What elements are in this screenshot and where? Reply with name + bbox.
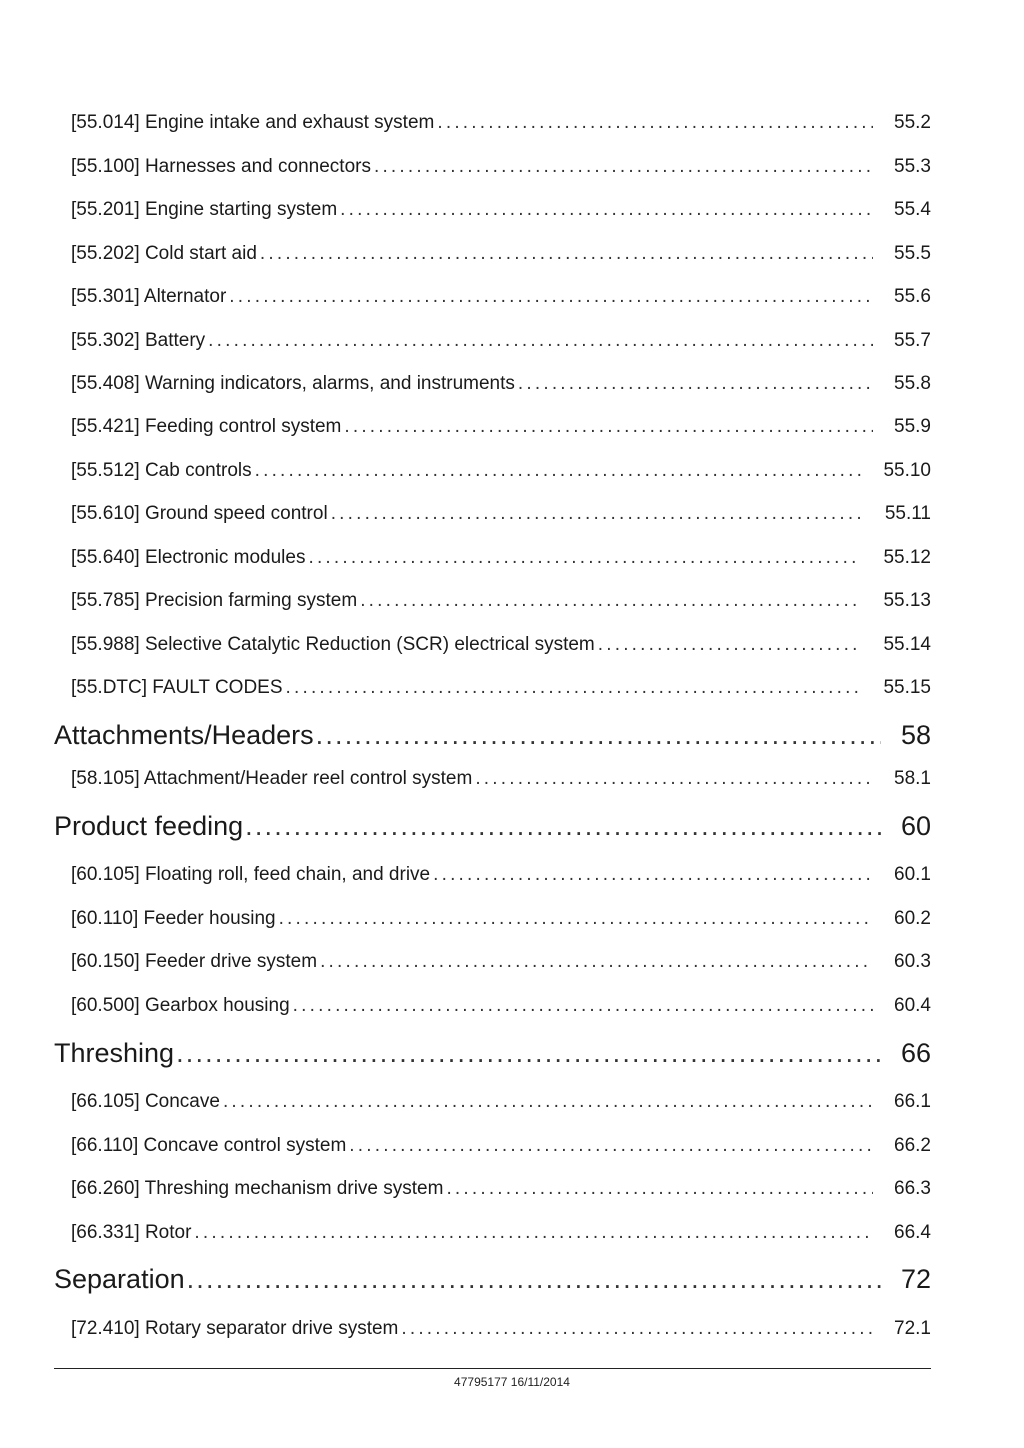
dot-leader [279, 908, 873, 930]
toc-entry[interactable] [71, 503, 931, 529]
toc-entry-label: [55.100] Harnesses and connectors [71, 156, 371, 177]
dot-leader [320, 951, 873, 973]
toc-section-page: 60 [900, 811, 931, 841]
dot-leader [208, 330, 873, 352]
dot-leader [293, 995, 873, 1017]
toc-entry-label: [60.500] Gearbox housing [71, 995, 290, 1016]
footer-divider [54, 1368, 931, 1369]
toc-entry-label: [55.785] Precision farming system [71, 590, 358, 611]
dot-leader [374, 156, 873, 178]
toc-entry[interactable] [71, 1318, 931, 1344]
dot-leader [194, 1222, 873, 1244]
dot-leader [255, 460, 861, 482]
toc-entry-label: [55.014] Engine intake and exhaust system [71, 112, 435, 133]
toc-entry[interactable] [71, 864, 931, 890]
toc-entry[interactable] [71, 416, 931, 442]
toc-entry[interactable] [71, 112, 931, 138]
toc-entry[interactable] [71, 330, 931, 356]
toc-entry-page: 60.3 [894, 951, 931, 972]
toc-entry-page: 60.2 [894, 908, 931, 929]
dot-leader [360, 590, 861, 612]
toc-entry-label: [66.110] Concave control system [71, 1135, 347, 1156]
toc-entry-page: 55.3 [894, 156, 931, 177]
toc-entry-page: 55.9 [894, 416, 931, 437]
toc-entry-label: [55.302] Battery [71, 330, 206, 351]
toc-entry-page: 55.4 [894, 199, 931, 220]
toc-section-label: Attachments/Headers [54, 720, 314, 750]
toc-entry[interactable] [71, 286, 931, 312]
toc-entry[interactable] [71, 768, 931, 794]
toc-entry-page: 66.4 [894, 1222, 931, 1243]
toc-entry-page: 55.15 [883, 677, 931, 698]
toc-entry-label: [66.260] Threshing mechanism drive system [71, 1178, 444, 1199]
toc-entry[interactable] [71, 1091, 931, 1117]
toc-entry-page: 60.4 [894, 995, 931, 1016]
toc-entry-page: 55.12 [883, 547, 931, 568]
toc-entry-label: [55.988] Selective Catalytic Reduction (SCR) electrical system [71, 634, 595, 655]
dot-leader [245, 811, 881, 842]
toc-entry[interactable] [71, 199, 931, 225]
dot-leader [331, 503, 861, 525]
toc-entry[interactable] [71, 373, 931, 399]
toc-entry-label: [60.150] Feeder drive system [71, 951, 318, 972]
toc-entry[interactable] [71, 1222, 931, 1248]
toc-entry-page: 66.1 [894, 1091, 931, 1112]
toc-entry[interactable] [71, 995, 931, 1021]
dot-leader [286, 677, 861, 699]
toc-entry-label: [60.110] Feeder housing [71, 908, 276, 929]
toc-entry-page: 60.1 [894, 864, 931, 885]
toc-entry[interactable] [71, 1178, 931, 1204]
footer-document-id: 47795177 16/11/2014 [454, 1375, 570, 1389]
toc-entry[interactable] [71, 547, 931, 573]
toc-entry-label: [55.408] Warning indicators, alarms, and instruments [71, 373, 515, 394]
toc-entry-label: [55.202] Cold start aid [71, 243, 257, 264]
toc-entry-label: [55.201] Engine starting system [71, 199, 338, 220]
dot-leader [187, 1264, 881, 1295]
toc-entry-page: 66.3 [894, 1178, 931, 1199]
dot-leader [176, 1038, 881, 1069]
toc-entry-label: [55.DTC] FAULT CODES [71, 677, 283, 698]
toc-entry[interactable] [71, 634, 931, 660]
toc-entry[interactable] [71, 677, 931, 703]
dot-leader [316, 720, 881, 751]
toc-entry-page: 55.11 [884, 503, 931, 524]
toc-entry[interactable] [71, 460, 931, 486]
toc-section-page: 72 [900, 1264, 931, 1294]
dot-leader [475, 768, 873, 790]
dot-leader [340, 199, 873, 221]
dot-leader [344, 416, 873, 438]
toc-entry-page: 55.6 [894, 286, 931, 307]
toc-entry-page: 55.2 [894, 112, 931, 133]
toc-section-page: 66 [900, 1038, 931, 1068]
toc-entry-label: [72.410] Rotary separator drive system [71, 1318, 399, 1339]
toc-entry-label: [66.105] Concave [71, 1091, 220, 1112]
toc-section-heading[interactable] [54, 811, 931, 847]
toc-section-label: Separation [54, 1264, 185, 1294]
toc-entry-page: 55.5 [894, 243, 931, 264]
dot-leader [518, 373, 873, 395]
toc-entry-page: 66.2 [894, 1135, 931, 1156]
dot-leader [260, 243, 873, 265]
toc-entry-label: [55.610] Ground speed control [71, 503, 328, 524]
dot-leader [349, 1135, 873, 1157]
dot-leader [437, 112, 873, 134]
toc-entry-page: 55.8 [894, 373, 931, 394]
dot-leader [223, 1091, 873, 1113]
toc-section-page: 58 [900, 720, 931, 750]
toc-entry-label: [58.105] Attachment/Header reel control system [71, 768, 473, 789]
toc-entry-page: 55.14 [883, 634, 931, 655]
toc-section-heading[interactable] [54, 1038, 931, 1074]
toc-entry-page: 58.1 [894, 768, 931, 789]
toc-entry[interactable] [71, 243, 931, 269]
toc-entry-label: [60.105] Floating roll, feed chain, and drive [71, 864, 431, 885]
toc-entry-label: [55.640] Electronic modules [71, 547, 306, 568]
toc-entry-label: [66.331] Rotor [71, 1222, 192, 1243]
toc-entry-page: 55.13 [883, 590, 931, 611]
toc-section-label: Product feeding [54, 811, 244, 841]
toc-entry[interactable] [71, 1135, 931, 1161]
dot-leader [308, 547, 861, 569]
toc-entry[interactable] [71, 908, 931, 934]
toc-section-heading[interactable] [54, 1264, 931, 1300]
toc-entry-label: [55.301] Alternator [71, 286, 227, 307]
toc-entry-label: [55.421] Feeding control system [71, 416, 342, 437]
toc-entry-page: 55.7 [894, 330, 931, 351]
dot-leader [229, 286, 873, 308]
toc-entry[interactable] [71, 156, 931, 182]
toc-entry-page: 55.10 [883, 460, 931, 481]
dot-leader [433, 864, 873, 886]
toc-entry-label: [55.512] Cab controls [71, 460, 252, 481]
toc-entry[interactable] [71, 951, 931, 977]
dot-leader [401, 1318, 873, 1340]
toc-entry[interactable] [71, 590, 931, 616]
toc-section-heading[interactable] [54, 720, 931, 756]
dot-leader [446, 1178, 873, 1200]
dot-leader [598, 634, 861, 656]
toc-section-label: Threshing [54, 1038, 175, 1068]
toc-entry-page: 72.1 [894, 1318, 931, 1339]
